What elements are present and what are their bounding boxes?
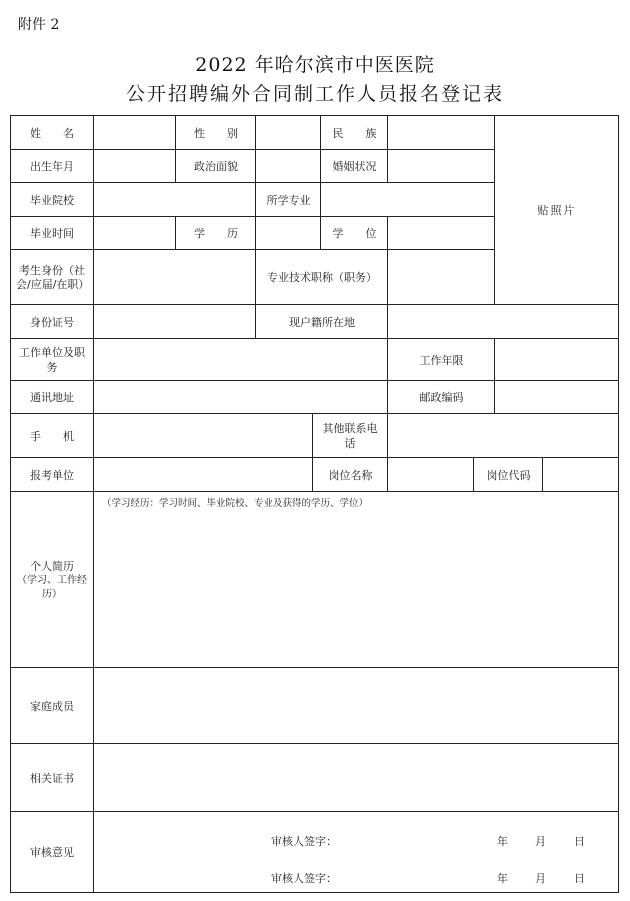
photo-box[interactable]: 贴照片 xyxy=(537,203,577,217)
input-post-code[interactable] xyxy=(543,458,619,492)
input-education[interactable] xyxy=(256,217,321,250)
input-title-duty[interactable] xyxy=(388,250,495,305)
input-postcode[interactable] xyxy=(495,381,619,414)
date-day-2: 日 xyxy=(574,872,585,885)
label-mobile: 手 机 xyxy=(30,429,74,443)
input-gender[interactable] xyxy=(256,116,321,150)
reviewer-sign-label-1: 审核人签字： xyxy=(271,835,337,848)
label-hukou: 现户籍所在地 xyxy=(289,315,355,329)
label-education: 学 历 xyxy=(194,227,238,240)
input-degree[interactable] xyxy=(388,217,495,250)
input-hukou[interactable] xyxy=(388,305,619,339)
input-employer[interactable] xyxy=(94,339,388,381)
input-political[interactable] xyxy=(256,150,321,183)
date-day-1: 日 xyxy=(574,835,585,848)
label-major: 所学专业 xyxy=(266,193,311,207)
label-address: 通讯地址 xyxy=(30,391,74,404)
label-name: 姓 名 xyxy=(30,126,74,140)
input-ethnicity[interactable] xyxy=(388,116,495,150)
input-apply-unit[interactable] xyxy=(94,458,313,492)
label-other-phone: 其他联系电话 xyxy=(322,422,378,450)
label-title-duty: 专业技术职称（职务） xyxy=(267,271,377,284)
label-identity: 考生身份（社会/应届/在职） xyxy=(16,263,90,291)
input-school[interactable] xyxy=(94,183,256,217)
label-birth: 出生年月 xyxy=(30,160,74,173)
label-school: 毕业院校 xyxy=(30,193,74,207)
input-post-name[interactable] xyxy=(388,458,474,492)
label-family: 家庭成员 xyxy=(30,699,74,713)
label-postcode: 邮政编码 xyxy=(419,391,464,404)
label-marital: 婚姻状况 xyxy=(332,160,377,173)
label-post-code: 岗位代码 xyxy=(486,468,531,482)
input-id-number[interactable] xyxy=(94,305,256,339)
input-certs[interactable] xyxy=(94,744,619,812)
input-grad-time[interactable] xyxy=(94,217,176,250)
input-mobile[interactable] xyxy=(94,414,313,458)
input-major[interactable] xyxy=(321,183,495,217)
label-resume-sub: （学习、工作经历） xyxy=(17,574,87,600)
reviewer-sign-label-2: 审核人签字： xyxy=(271,872,337,885)
form-title-line2: 公开招聘编外合同制工作人员报名登记表 xyxy=(125,83,504,105)
form-title-line1: 2022 年哈尔滨市中医医院 xyxy=(195,54,435,76)
date-year-2: 年 xyxy=(497,872,508,885)
label-political: 政治面貌 xyxy=(194,160,238,173)
input-birth[interactable] xyxy=(94,150,176,183)
input-address[interactable] xyxy=(94,381,388,414)
label-gender: 性 别 xyxy=(194,126,238,140)
input-family[interactable] xyxy=(94,668,619,744)
input-work-years[interactable] xyxy=(495,339,619,381)
date-year-1: 年 xyxy=(497,835,508,848)
input-identity[interactable] xyxy=(94,250,256,305)
label-apply-unit: 报考单位 xyxy=(30,468,74,482)
label-id-number: 身份证号 xyxy=(30,315,74,329)
resume-note: （学习经历：学习时间、毕业院校、专业及获得的学历、学位） xyxy=(102,498,369,509)
label-resume: 个人简历 xyxy=(30,559,74,573)
label-post-name: 岗位名称 xyxy=(328,468,373,482)
date-month-1: 月 xyxy=(535,835,546,848)
label-employer: 工作单位及职务 xyxy=(19,346,85,374)
input-other-phone[interactable] xyxy=(388,414,619,458)
label-resume-block xyxy=(10,492,94,668)
label-ethnicity: 民 族 xyxy=(332,126,377,140)
input-name[interactable] xyxy=(94,116,176,150)
label-degree: 学 位 xyxy=(332,227,377,240)
input-resume[interactable] xyxy=(94,510,619,668)
attachment-label: 附件 2 xyxy=(18,17,60,33)
label-certs: 相关证书 xyxy=(30,771,74,785)
label-grad-time: 毕业时间 xyxy=(30,227,74,240)
date-month-2: 月 xyxy=(535,872,546,885)
label-review: 审核意见 xyxy=(30,846,74,859)
input-marital[interactable] xyxy=(388,150,495,183)
label-work-years: 工作年限 xyxy=(419,353,464,367)
